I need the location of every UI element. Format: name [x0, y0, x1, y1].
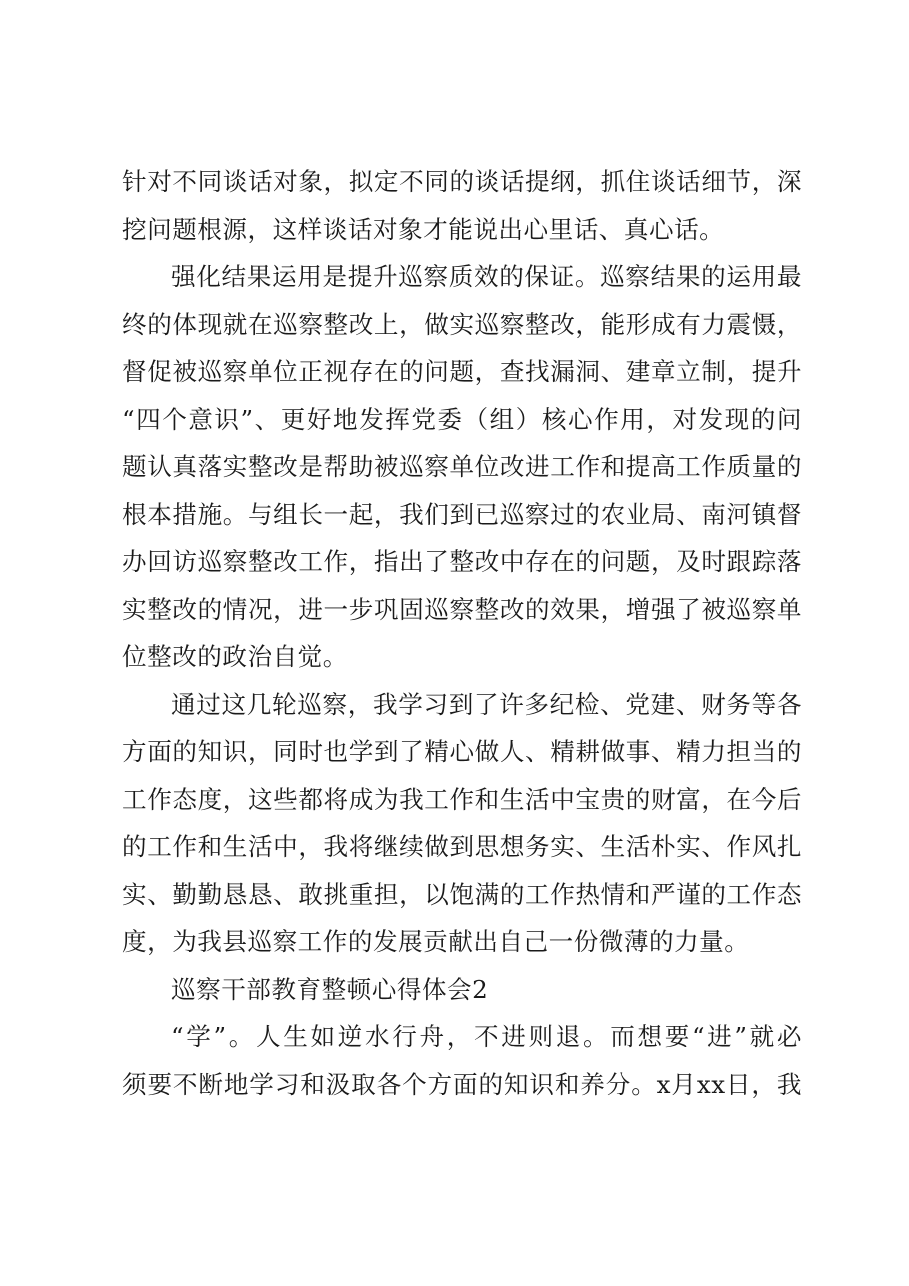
text-line: “四个意识”、更好地发挥党委（组）核心作用，对发现的问: [122, 404, 802, 434]
text-line: 度，为我县巡察工作的发展贡献出自己一份微薄的力量。: [122, 927, 750, 956]
text-line: 终的体现就在巡察整改上，做实巡察整改，能形成有力震慑，: [122, 309, 802, 339]
text-line: 须要不断地学习和汲取各个方面的知识和养分。x月xx日，我: [122, 1069, 802, 1099]
text-line: 方面的知识，同时也学到了精心做人、精耕做事、精力担当的: [122, 737, 802, 766]
text-line: 实整改的情况，进一步巩固巡察整改的效果，增强了被巡察单: [122, 594, 802, 624]
document-body: [122, 158, 802, 1108]
text-line: 位整改的政治自觉。: [122, 642, 348, 671]
text-line: 强化结果运用是提升巡察质效的保证。巡察结果的运用最: [171, 262, 802, 291]
text-line: 办回访巡察整改工作，指出了整改中存在的问题，及时跟踪落: [122, 547, 802, 576]
text-line: 题认真落实整改是帮助被巡察单位改进工作和提高工作质量的: [122, 452, 802, 481]
text-line: “学”。人生如逆水行舟，不进则退。而想要“进”就必: [171, 1022, 802, 1051]
text-line: 根本措施。与组长一起，我们到已巡察过的农业局、南河镇督: [122, 499, 802, 529]
text-line: 实、勤勤恳恳、敢挑重担，以饱满的工作热情和严谨的工作态: [122, 879, 802, 909]
text-line: 督促被巡察单位正视存在的问题，查找漏洞、建章立制，提升: [122, 357, 802, 386]
text-line: 针对不同谈话对象，拟定不同的谈话提纲，抓住谈话细节，深: [122, 167, 802, 196]
text-line: 工作态度，这些都将成为我工作和生活中宝贵的财富，在今后: [122, 784, 802, 814]
text-line: 挖问题根源，这样谈话对象才能说出心里话、真心话。: [122, 214, 725, 244]
section-heading: 巡察干部教育整顿心得体会2: [171, 974, 489, 1004]
text-line: 通过这几轮巡察，我学习到了许多纪检、党建、财务等各: [171, 689, 802, 719]
text-line: 的工作和生活中，我将继续做到思想务实、生活朴实、作风扎: [122, 832, 802, 861]
